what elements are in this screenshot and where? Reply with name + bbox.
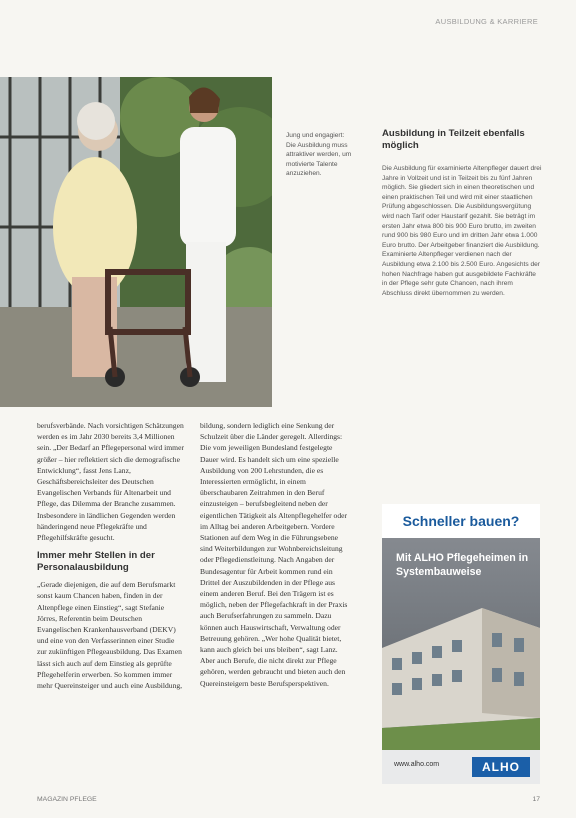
ad-footer	[382, 750, 540, 784]
info-sidebar	[382, 128, 542, 298]
article-column-1	[37, 420, 185, 691]
footer-publication: MAGAZIN PFLEGE	[37, 796, 97, 803]
article-photo	[0, 77, 272, 407]
alho-advertisement[interactable]	[382, 504, 540, 784]
column-1-continued: „Gerade diejenigen, die auf dem Berufsmarkt sonst kaum Chancen haben, finden in der Altenpflege einen Einstieg“, sagt Stefanie Jörres, Referentin beim Deutschen Evangelischen Krankenhausverband (DEKV) und eine von den Verfasserinnen einer Studie zur zukünftigen Pflegeausbildung. Das Examen lässt sich auch auf dem Einstieg als geprüfte Pflegehelferin erwerben. So kommen immer mehr Quereinsteiger und auch eine Ausbildung,	[37, 580, 183, 691]
ad-url-link[interactable]: www.alho.com	[394, 761, 440, 768]
column-2-text: bildung, sondern lediglich eine Senkung der Schulzeit über die Länder geregelt. Allerdings: Die vom jeweiligen Bundesland festgelegte Dauer wird. Es handelt sich um eine spezielle Ausbildung von 200 Lehrstunden, die es Interessierten ermöglicht, in einem überschaubaren Zeitrahmen in den Beruf einzusteigen – berufsbegleitend neben der eigentlichen Tätigkeit als Altenpflegehelfer oder im Alltag bei anderen Arbeitgebern. Vordere Stationen auf dem Weg in die Führungsebene sind Weiterbildungen zur Wohnbereichsleitung oder Pflegedienstleitung. Nach Angaben der Bundesagentur für Arbeit kommen rund ein Drittel der Auszubildenden in der Pflege aus einem anderen Beruf. Bei den Trägern ist es möglich, neben der Pflegefachkraft in der Praxis auch Berufserfahrungen zu sammeln. Dazu können auch Hauswirtschaft, Verwaltung oder Betreuung gehören. „Wer hohe Qualität bietet, kann auch gleich bei uns bleiben“, sagt Lanz. Aber auch Berufe, die nicht direkt zur Pflege gehören, werden gebraucht und bieten auch den Quereinsteigern beste Berufsperspektiven.	[200, 421, 348, 688]
article-column-2	[200, 420, 348, 689]
building-illustration	[382, 588, 540, 750]
alho-logo: ALHO	[472, 757, 530, 777]
sidebar-body: Die Ausbildung für examinierte Altenpfleger dauert drei Jahre in Vollzeit und ist in Teilzeit bis zu fünf Jahren möglich. Sie gliedert sich in einen theoretischen und einen praktischen Teil und wird mit einer staatlichen Prüfung abgeschlossen. Die Ausbildungsvergütung wird nach Tarif oder Haustarif gezahlt. Sie beträgt im ersten Jahr etwa 800 bis 900 Euro brutto, im zweiten rund 900 bis 980 Euro und im dritten Jahr etwa 1.000 Euro brutto. Der Arbeitgeber finanziert die Ausbildung. Examinierte Altenpfleger verdienen nach der Ausbildung etwa 2.100 bis 2.500 Euro. Angesichts der hohen Nachfrage haben gut ausgebildete Fachkräfte in der Pflege sehr gute Chancen, nach ihrem Abschluss direkt übernommen zu werden.	[382, 165, 542, 297]
column-1-intro: berufsverbände. Nach vorsichtigen Schätzungen werden es im Jahr 2030 bereits 3,4 Millionen sein. „Der Bedarf an Pflegepersonal wird immer größer – hier reflektiert sich die demografische Entwicklung“, fasst Jens Lanz, Geschäftsbereichsleiter des Deutschen Evangelischen Verbands für Altenarbeit und Pflege, das Dilemma der Branche zusammen. Insbesondere in ländlichen Gegenden werden händeringend neue Pflegekräfte und Pflegehilfskräfte gesucht.	[37, 421, 184, 543]
sidebar-heading: Ausbildung in Teilzeit ebenfalls möglich	[382, 128, 525, 151]
photo-caption: Jung und engagiert: Die Ausbildung muss attraktiver werden, um motivierte Talente anzuziehen.	[286, 132, 352, 178]
section-label: AUSBILDUNG & KARRIERE	[435, 17, 538, 26]
ad-subline: Mit ALHO Pflegeheimen in Systembauweise	[396, 552, 529, 578]
ad-headline: Schneller bauen?	[382, 504, 540, 538]
subheading: Immer mehr Stellen in der Personalausbildung	[37, 550, 155, 573]
page-number: 17	[532, 796, 540, 803]
